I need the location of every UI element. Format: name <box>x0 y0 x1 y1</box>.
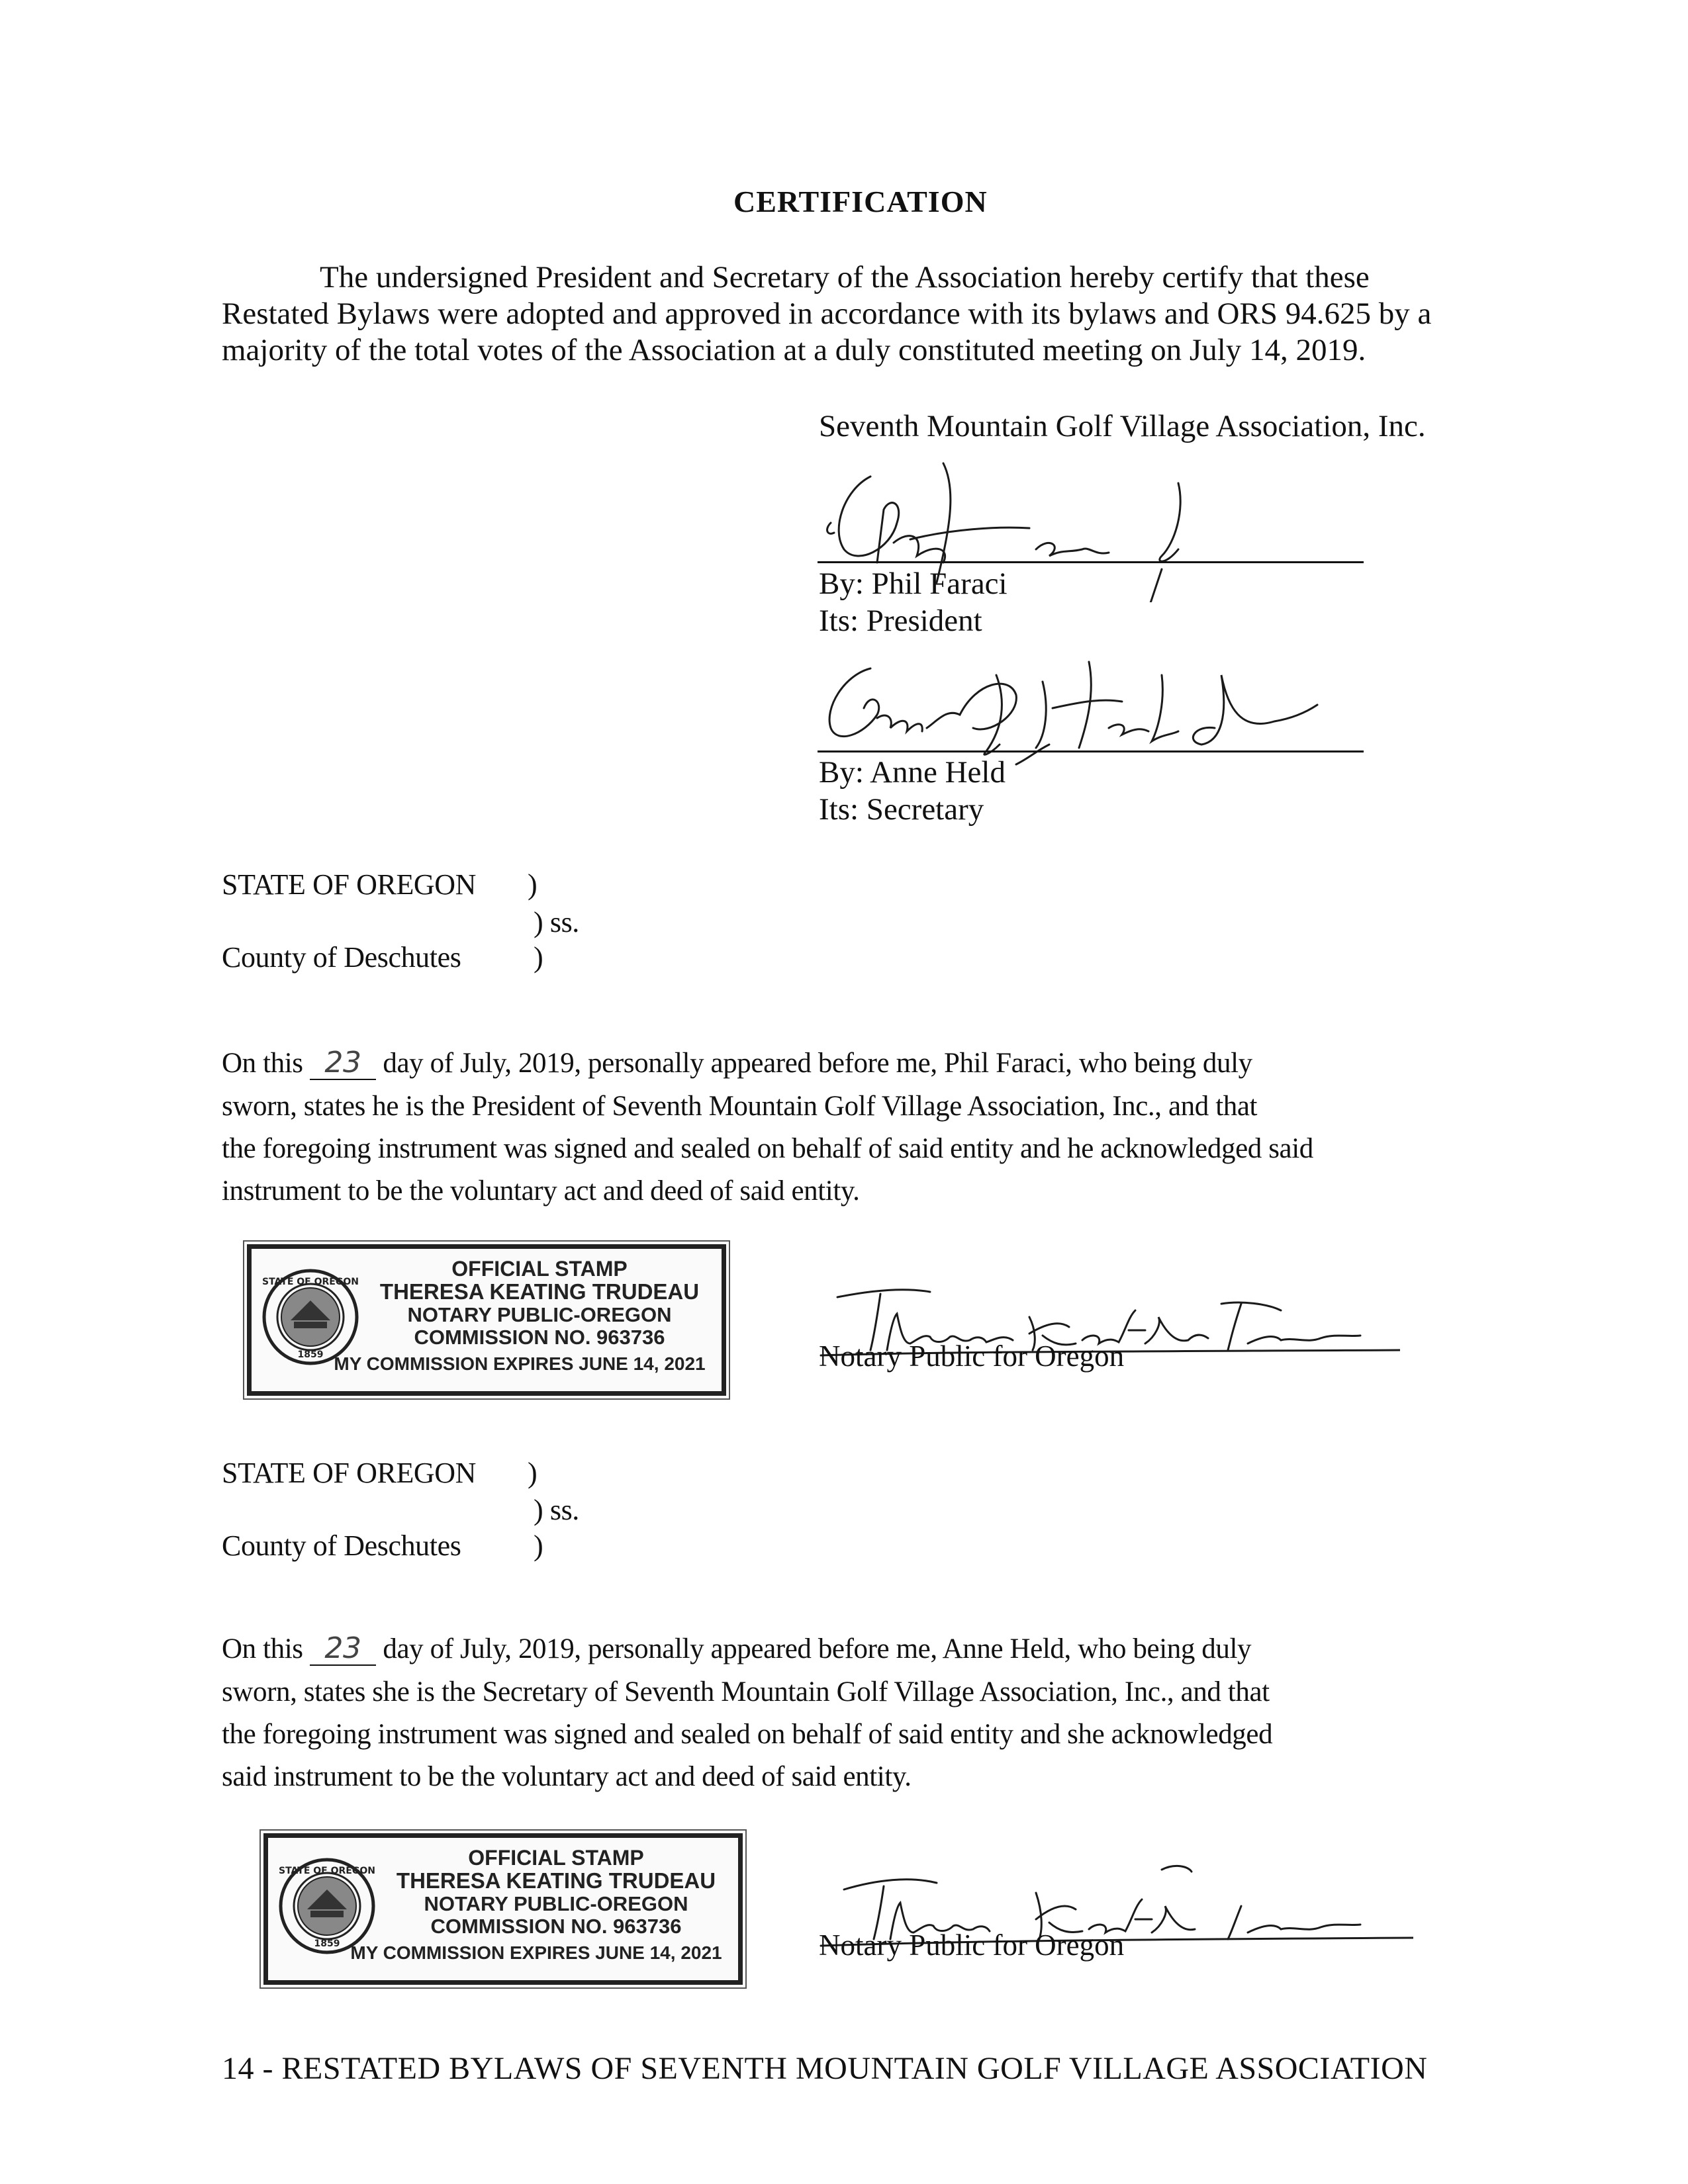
stamp-line-name: THERESA KEATING TRUDEAU <box>379 1279 700 1304</box>
venue-1-state: STATE OF OREGON <box>222 868 477 901</box>
venue-2-ss: ) ss. <box>534 1494 579 1526</box>
ack-2-line-2: sworn, states she is the Secretary of Seventh Mountain Golf Village Association, Inc., and that <box>222 1676 1270 1707</box>
association-name: Seventh Mountain Golf Village Association, Inc. <box>819 409 1426 443</box>
svg-text:STATE OF OREGON: STATE OF OREGON <box>279 1866 375 1876</box>
secretary-by: By: Anne Held <box>819 755 1006 790</box>
secretary-signature-line <box>818 751 1364 752</box>
intro-line-3: majority of the total votes of the Association at a duly constituted meeting on July 14, 2019. <box>222 333 1366 367</box>
stamp-line-notary: NOTARY PUBLIC-OREGON <box>424 1892 688 1915</box>
notary-caption: Notary Public for Oregon <box>819 1929 1125 1962</box>
notary-stamp <box>247 1244 726 1396</box>
stamp-line-commission: COMMISSION NO. 963736 <box>414 1326 665 1349</box>
ack-1-line-4: instrument to be the voluntary act and deed of said entity. <box>222 1175 860 1206</box>
venue-2-state-paren: ) <box>528 1457 538 1489</box>
stamp-line-official: OFFICIAL STAMP <box>451 1257 628 1281</box>
president-signature-line <box>818 561 1364 563</box>
page-footer: 14 - RESTATED BYLAWS OF SEVENTH MOUNTAIN GOLF VILLAGE ASSOCIATION <box>222 2051 1428 2086</box>
president-by: By: Phil Faraci <box>819 567 1008 601</box>
ack-2-line-1-rest: day of July, 2019, personally appeared before me, Anne Held, who being duly <box>383 1633 1252 1664</box>
ack-1-line-2: sworn, states he is the President of Seventh Mountain Golf Village Association, Inc., and that <box>222 1091 1258 1122</box>
stamp-line-commission: COMMISSION NO. 963736 <box>430 1915 682 1938</box>
stamp-line-official: OFFICIAL STAMP <box>468 1846 644 1870</box>
stamp-line-name: THERESA KEATING TRUDEAU <box>396 1868 716 1893</box>
ack-1-on-this: On this <box>222 1048 303 1079</box>
svg-text:STATE OF OREGON: STATE OF OREGON <box>262 1277 359 1287</box>
venue-1-state-paren: ) <box>528 868 538 901</box>
secretary-signature <box>818 635 1347 768</box>
oregon-seal-icon <box>277 1856 377 1956</box>
venue-1-county: County of Deschutes <box>222 941 461 974</box>
ack-2-line-3: the foregoing instrument was signed and sealed on behalf of said entity and she acknowledged <box>222 1719 1273 1750</box>
venue-2-state: STATE OF OREGON <box>222 1457 477 1489</box>
ack-1-line-3: the foregoing instrument was signed and sealed on behalf of said entity and he acknowledged said <box>222 1133 1313 1164</box>
stamp-line-expires: MY COMMISSION EXPIRES JUNE 14, 2021 <box>334 1353 706 1374</box>
ack-1-day-blank: 23 <box>310 1047 376 1080</box>
ack-2-on-this: On this <box>222 1633 303 1664</box>
intro-line-2: Restated Bylaws were adopted and approved in accordance with its bylaws and ORS 94.625 by a <box>222 296 1432 331</box>
secretary-its: Its: Secretary <box>819 792 984 827</box>
president-its: Its: President <box>819 604 982 638</box>
notary-caption: Notary Public for Oregon <box>819 1340 1125 1373</box>
page-title: CERTIFICATION <box>733 185 988 218</box>
svg-text:1859: 1859 <box>297 1349 324 1360</box>
notary-stamp <box>263 1833 743 1985</box>
venue-1-ss: ) ss. <box>534 906 579 938</box>
venue-1-county-paren: ) <box>534 941 543 974</box>
ack-2-line-1 <box>222 1628 1251 1670</box>
ack-2-line-4: said instrument to be the voluntary act and deed of said entity. <box>222 1761 912 1792</box>
oregon-seal-icon <box>261 1267 360 1367</box>
stamp-line-notary: NOTARY PUBLIC-OREGON <box>407 1303 672 1326</box>
svg-text:1859: 1859 <box>314 1938 340 1949</box>
intro-line-1: The undersigned President and Secretary of the Association hereby certify that these <box>320 260 1370 295</box>
venue-2-county: County of Deschutes <box>222 1529 461 1562</box>
ack-1-line-1 <box>222 1042 1252 1085</box>
venue-2-county-paren: ) <box>534 1529 543 1562</box>
stamp-line-expires: MY COMMISSION EXPIRES JUNE 14, 2021 <box>350 1942 722 1963</box>
ack-2-day-blank: 23 <box>310 1633 376 1666</box>
ack-1-line-1-rest: day of July, 2019, personally appeared before me, Phil Faraci, who being duly <box>383 1048 1252 1079</box>
